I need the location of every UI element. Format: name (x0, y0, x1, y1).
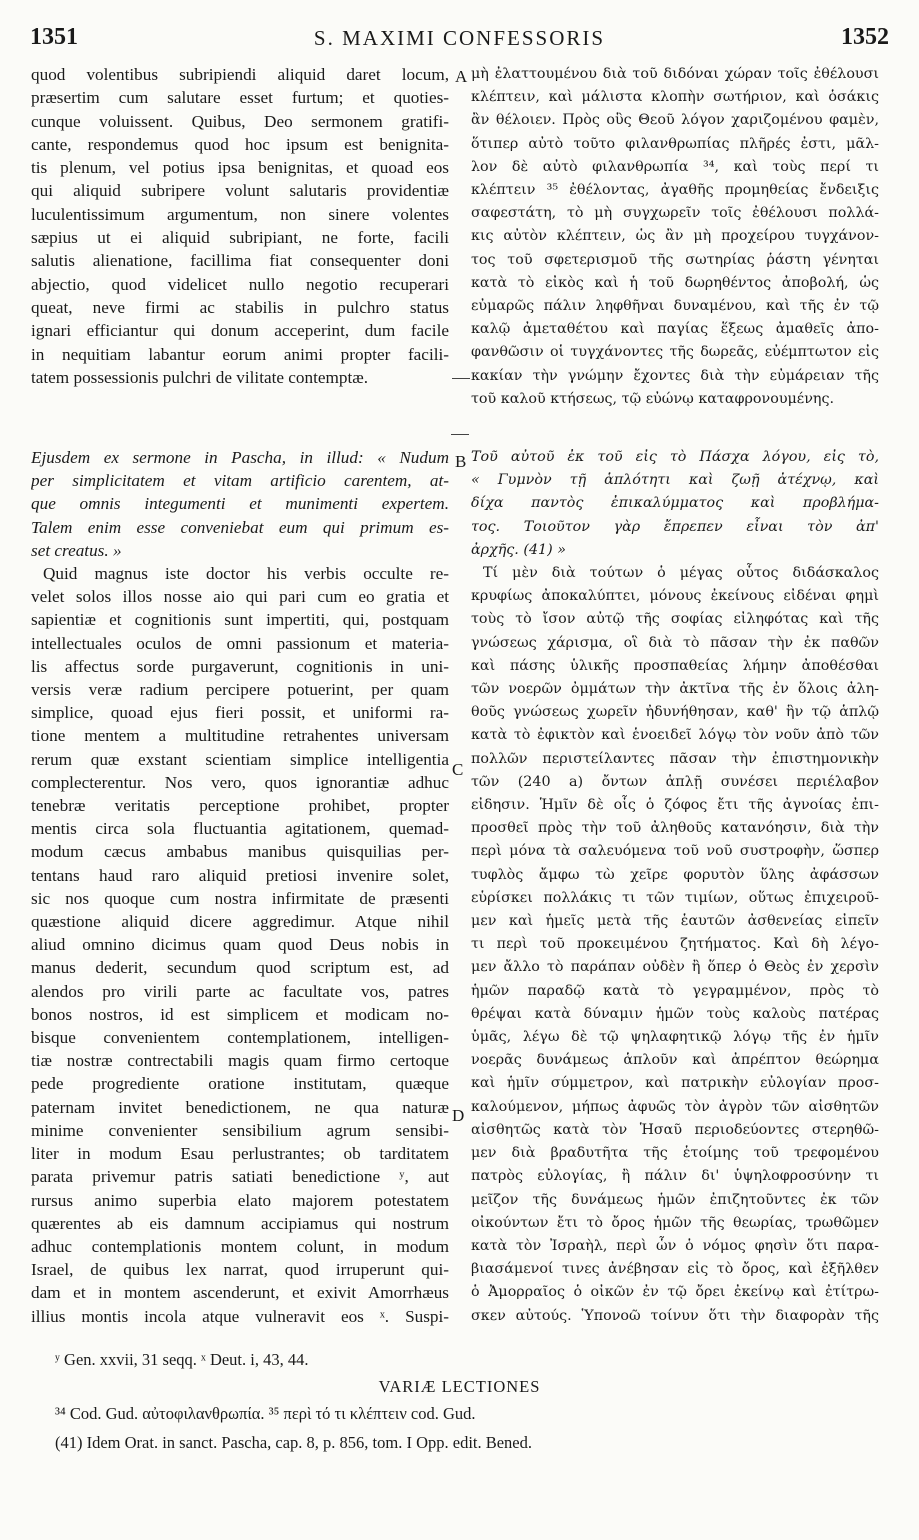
greek-heading-line: ἀρχῆς. (41) » (471, 541, 567, 558)
latin-text-line: tione mentem a multitudine retrahentes universam (31, 726, 449, 746)
greek-text-line: εὑρίσκει πολλάκις τι τῶν τιμίων, οὕτως ἐπιχειροῦ- (471, 889, 879, 906)
greek-text-line: πολλῶν περιστείλαντες πᾶσαν τὴν ἐπιστημονικὴν (471, 750, 879, 767)
latin-text-line: quod volentibus subripiendi aliquid daret locum, (31, 65, 449, 84)
latin-text-line: ignari efficiantur qui donum acceperint, dum facile (31, 321, 449, 341)
latin-text-line: sapientiæ et cognitionis sunt impertiti, qui, postquam (31, 610, 449, 630)
latin-text-line: tatem possessionis pulchri de vilitate contemptæ. (31, 367, 369, 387)
greek-text-line: καλούμενον, μήπως ἀφυῶς τὸν ἀγρὸν τῶν αἰσθητῶν (471, 1098, 879, 1115)
greek-text-line: περὶ μόνα τὰ σαλευόμενα τοῦ νοῦ συστροφὴν, ὥσπερ (471, 843, 879, 860)
latin-heading-line: per simplicitatem et vitam artificio carentem, at- (31, 471, 449, 491)
greek-text-line: μεν ἄλλο τὸ παράπαν οὐδὲν ἢ ὅπερ ὁ Θεὸς ἐν χερσὶν (471, 959, 879, 976)
greek-text-line: τος τοῦ σφετερισμοῦ τῆς σωτηρίας ῥάστη γένηται (471, 251, 879, 268)
latin-text-line: tis plenum, vel potius ipsa benignitas, et quoad eos (31, 158, 449, 178)
greek-text-line: θοῦς γνώσεως χωρεῖν ἠδυνήθησαν, καθ' ἣν τῷ ἁπλῷ (471, 704, 879, 721)
latin-text-line: præsertim cum salutare esset furtum; et quoties- (31, 88, 449, 108)
greek-text-line: αἰσθητῶς κατὰ τὸν Ἡσαῦ περιοδεύοντες στερηθῶ- (471, 1121, 879, 1138)
latin-text-line: mentis circa sola fluctuantia agitationem, quemad- (31, 819, 449, 839)
greek-text-line: καὶ ἡμῖν σύμμετρον, καὶ πατρικὴν εὐλογίαν προσ- (471, 1075, 879, 1092)
latin-text-line: pede progrediente oratione institutam, quæque (31, 1074, 449, 1094)
latin-text-line: simplice, quoad ejus fieri possit, et uniformi ra- (31, 703, 449, 723)
source-note: (41) Idem Orat. in sanct. Pascha, cap. 8, p. 856, tom. I Opp. edit. Bened. (55, 1433, 533, 1452)
latin-text-line: tenebræ veritatis perceptione prohibet, propter (31, 796, 449, 816)
greek-text-line: μεῖζον τῆς δυνάμεως ἡμῶν ἐπιζητοῦντες ἐκ τῶν (471, 1191, 879, 1208)
greek-text-line: μεν διὰ βραδυτῆτα τῆς ἑτοίμης τοῦ τρεφομένου (471, 1145, 879, 1162)
page-number-right: 1352 (841, 24, 889, 50)
latin-text-line: illius montis incola atque vulneravit eos ˣ. Suspi- (31, 1306, 449, 1326)
greek-text-line: τῶν νοερῶν ὀμμάτων τὴν ἀκτῖνα τῆς ἐν ὅλοις ἀλη- (471, 681, 879, 698)
greek-text-line: εἰδησιν. Ἡμῖν δὲ οἷς ὁ ζόφος ἔτι τῆς ἀγνοίας ἐπι- (471, 797, 879, 814)
greek-text-line: κλέπτειν, καὶ μάλιστα κλοπὴν σωτήριον, καὶ ὁσάκις (471, 89, 879, 106)
greek-text-line: ἂν θέλοιεν. Πρὸς οὓς Θεοῦ λόγον χαριζομένου φαμὲν, (471, 112, 879, 129)
greek-text-line: μεν καὶ ἡμεῖς μετὰ τῆς ἑαυτῶν ἀσθενείας εἰπεῖν (471, 913, 879, 930)
greek-text-line: γνώσεως χάρισμα, οἳ διὰ τὸ πᾶσαν τὴν ἐκ παθῶν (471, 634, 879, 651)
latin-text-line: in nequitiam labantur eorum animi propter facili- (31, 344, 449, 364)
latin-text-line: queat, neve firmi ac stabilis in pulchro status (31, 297, 449, 317)
greek-text-line: φανθῶσιν οἱ τυγχάνοντες τῆς δωρεᾶς, εὐέμπτωτον εἰς (471, 344, 879, 361)
latin-text-line: versis veræ radium percipere potuerint, per quam (31, 680, 449, 700)
greek-text-line: τοῦ καλοῦ κτήσεως, τῷ εὐώνῳ καταφρονουμένης. (471, 390, 835, 407)
greek-text-line: τι περὶ τοῦ προκειμένου ζητήματος. Καὶ δὴ λέγο- (471, 936, 879, 953)
latin-text-line: dam et in montem ascenderunt, et exivit Amorrhæus (31, 1283, 449, 1303)
page-header (30, 24, 889, 58)
latin-text-line: Israel, de quibus lex narrat, quod irruperunt qui- (31, 1260, 449, 1280)
latin-heading-line: que omnis integumenti et munimenti expertem. (31, 494, 449, 514)
latin-text-line: alendos pro virili parte ac facultate vos, patres (31, 981, 449, 1001)
latin-text-line: parata privemur patris satiati benedictione ʸ, aut (31, 1167, 449, 1187)
variants-heading: VARIÆ LECTIONES (378, 1377, 541, 1396)
latin-text-line: velet solos illos nosse aio qui pari cum eo gratia et (31, 587, 449, 607)
greek-text-line: κατὰ τὸ εἰκὸς καὶ ἡ τοῦ δωρηθέντος ἀποβολή, ὡς (471, 274, 879, 291)
greek-text-line: βιασάμενοί τινες ἀνέβησαν εἰς τὸ ὄρος, καὶ ἐξῆλθεν (471, 1261, 879, 1278)
margin-marker-d: D (452, 1106, 465, 1125)
latin-text-line: cunque voluissent. Quibus, Deo sermonem gratifi- (31, 111, 449, 131)
greek-text-line: καὶ πάσης ὑλικῆς προσπαθείας λήμην ἀποθέσθαι (471, 657, 879, 674)
running-title: S. MAXIMI CONFESSORIS (313, 26, 606, 50)
greek-text-line: καλῷ ἀμεταθέτου καὶ παγίας ἕξεως ἀμαθεῖς ἀπο- (471, 321, 879, 338)
greek-text-line: κλέπτειν ³⁵ ἐθέλοντας, ἀγαθῆς προμηθείας ἔνδειξις (471, 182, 879, 199)
latin-text-line: luculentissimum argumentum, non sinere volentes (31, 204, 449, 224)
margin-marker-a: A (455, 67, 468, 86)
latin-text-line: sic nos quoque cum nostra infirmitate de præsenti (31, 888, 449, 908)
greek-heading-line: Τοῦ αὐτοῦ ἐκ τοῦ εἰς τὸ Πάσχα λόγου, εἰς τὸ, (471, 449, 879, 465)
section-separator-rule (451, 434, 469, 435)
greek-text-line: εὐμαρῶς πάλιν ληφθῆναι δυναμένου, καὶ τῆς ἐν τῷ (471, 298, 879, 315)
latin-text-line: manus dederit, secundum quod scriptum est, ad (31, 958, 449, 978)
latin-text-line: quærentes ab eis damnum accipiamus qui nostrum (31, 1213, 449, 1233)
latin-text-line: minime convenienter sensibilium agrum sensibi- (31, 1120, 449, 1140)
latin-text-line: sæpius ut ei aliquid subripiant, ne forte, facili (31, 228, 449, 248)
latin-text-line: bisque convenientem contemplationem, intelligen- (31, 1028, 449, 1048)
greek-text-line: τοὺς τὸ ἴσον αὐτῷ τῆς σοφίας εἰληφότας καὶ τῆς (471, 611, 879, 628)
latin-text-line: complecterentur. Nos vero, quos ignorantiæ adhuc (31, 772, 449, 792)
greek-text-line: τῶν (240 a) ὄντων ἁπλῇ συνέσει περιέλαβον (471, 773, 879, 790)
section1-end-rule (452, 378, 470, 379)
latin-text-line: intellectuales oculos de omni passionum et materia- (31, 633, 449, 653)
greek-text-line: πατρὸς εὐλογίας, ἢ πάλιν δι' ὑψηλοφροσύνην τι (471, 1168, 879, 1185)
greek-text-line: προσθεῖ πρὸς τὴν τοῦ ἀληθοῦς κατανόησιν, διὰ τὴν (471, 820, 879, 837)
latin-text-line: qui aliquid subripere volunt salutaris providentiæ (31, 181, 449, 201)
latin-text-line: aliud omnino dicimus quam quod Deus nobis in (31, 935, 449, 955)
greek-column-section1 (471, 63, 879, 411)
greek-text-line: κατὰ τὸν Ἰσραὴλ, περὶ ὧν ὁ νόμος φησὶν ὅτι παρα- (471, 1237, 879, 1254)
greek-text-line: ἡμῶν παραδῷ κατὰ τὸ γεγραμμένον, πρὸς τὸ (471, 982, 879, 999)
greek-heading-line: δίχα παντὸς ἐπικαλύμματος καὶ προβλήμα- (471, 495, 879, 512)
greek-text-line: σαφεστάτη, τὸ μὴ συγχωρεῖν τοῖς ἐθέλουσι πολλά- (471, 205, 879, 222)
margin-marker-b: B (455, 452, 467, 471)
latin-heading-line: Ejusdem ex sermone in Pascha, in illud: « Nudum (31, 448, 449, 467)
greek-text-line: τυφλὸς ἄμφω τὼ χεῖρε φορυτὸν ὕλης ἀφάσσων (471, 866, 879, 883)
latin-text-line: salutis alienatione, facillima fiat consequenter doni (31, 251, 449, 271)
greek-column-section2 (471, 446, 879, 1328)
greek-heading-line: τος. Τοιοῦτον γὰρ ἔπρεπεν εἶναι τὸν ἀπ' (471, 518, 879, 535)
latin-heading-line: Talem enim esse conveniebat eum qui primum es- (31, 517, 449, 537)
latin-text-line: modum cæcus ambabus manibus quisquilias per- (31, 842, 449, 862)
latin-text-line: rursus animo superbia elato majorem potestatem (31, 1190, 449, 1210)
latin-text-line: abjectio, quod videlicet nullo negotio recuperari (31, 274, 449, 294)
latin-text-line: tiæ nostræ contrectabili magis quam firmo certoque (31, 1051, 449, 1071)
greek-text-line: μὴ ἐλαττουμένου διὰ τοῦ διδόναι χώραν τοῖς ἐθέλουσι (471, 66, 879, 82)
greek-text-line: ὑμᾶς, λέγω δὲ τῷ ψηλαφητικῷ λόγῳ τῆς ἐν ἡμῖν (471, 1029, 879, 1046)
latin-text-line: tentans haud raro aliquid pretiosi invenire solet, (31, 865, 449, 885)
latin-text-line: Quid magnus iste doctor his verbis occulte re- (43, 564, 449, 584)
greek-text-line: σκεν αὐτούς. Ὑπονοῶ τοίνυν ὅτι τὴν διαφορὰν τῆς (471, 1307, 879, 1324)
greek-text-line: κρυφίως ἀποκαλύπτει, μόνους ἐκείνους εἰδέναι φημὶ (471, 588, 879, 605)
latin-column-section1 (31, 63, 449, 389)
greek-text-line: Τί μὲν διὰ τούτων ὁ μέγας οὗτος διδάσκαλος (483, 565, 879, 582)
latin-text-line: quæstione aliquid dicere aggredimur. Atque nihil (31, 912, 449, 932)
latin-text-line: lis affectus sorde purgaverunt, cognitionis in uni- (31, 656, 449, 676)
latin-text-line: paternam invitet benedictionem, ne qua naturæ (31, 1097, 449, 1117)
variant-readings: ³⁴ Cod. Gud. αὐτοφιλανθρωπία. ³⁵ περὶ τό τι κλέπτειν cod. Gud. (55, 1404, 476, 1423)
latin-text-line: liter in modum Esau perlustrantes; ob tarditatem (31, 1144, 449, 1164)
greek-text-line: ὁ Ἀμορραῖος ὁ οἰκῶν ἐν τῷ ὄρει ἐκείνῳ καὶ ἐτίτρω- (471, 1284, 879, 1301)
greek-heading-line: « Γυμνὸν τῇ ἁπλότητι καὶ ζωῇ ἀτέχνῳ, καὶ (471, 472, 879, 489)
latin-heading-line: set creatus. » (31, 540, 122, 560)
latin-text-line: rerum quæ exstant scientiam simplice intelligentia (31, 749, 449, 769)
latin-text-line: bonos nostros, id est simplicem et modicam no- (31, 1004, 449, 1024)
greek-text-line: κις αὐτὸν κλέπτειν, ὡς ἂν μὴ προχείρου τυγχάνον- (471, 228, 879, 245)
greek-text-line: κατὰ τὸ ἐφικτὸν καὶ ἑνοειδεῖ λόγῳ τὸν νοῦν ἀπὸ τῶν (471, 727, 879, 744)
latin-text-line: cante, respondemus quod hoc ipsum est benignita- (31, 134, 449, 154)
greek-text-line: κακίαν τὴν γνώμην ἔχοντες διὰ τὴν εὐμάρειαν τῆς (471, 367, 879, 384)
greek-text-line: ὅτιπερ αὐτὸ τοῦτο φιλανθρωπίας πλῆρές ἐστι, μᾶλ- (471, 135, 879, 152)
greek-text-line: λον δὲ αὐτὸ φιλανθρωπία ³⁴, καὶ τοὺς περί τι (471, 158, 879, 175)
scripture-references: ʸ Gen. xxvii, 31 seqq. ˣ Deut. i, 43, 44. (55, 1350, 309, 1369)
greek-text-line: νοερᾶς δυνάμεως ἁπλοῦν καὶ ἀπρέπτον θεώρημα (471, 1052, 879, 1069)
latin-column-section2 (31, 446, 449, 1328)
latin-text-line: adhuc contemplationis montem colunt, in modum (31, 1236, 449, 1256)
margin-marker-c: C (452, 760, 464, 779)
greek-text-line: οἰκούντων ἔτι τὸ ὄρος ἡμῶν τῆς θεωρίας, τρωθῶμεν (471, 1214, 879, 1231)
greek-text-line: θρέψαι κατὰ δύναμιν ἡμῶν τοὺς καλοὺς πατέρας (471, 1005, 879, 1022)
page-number-left: 1351 (30, 24, 78, 50)
